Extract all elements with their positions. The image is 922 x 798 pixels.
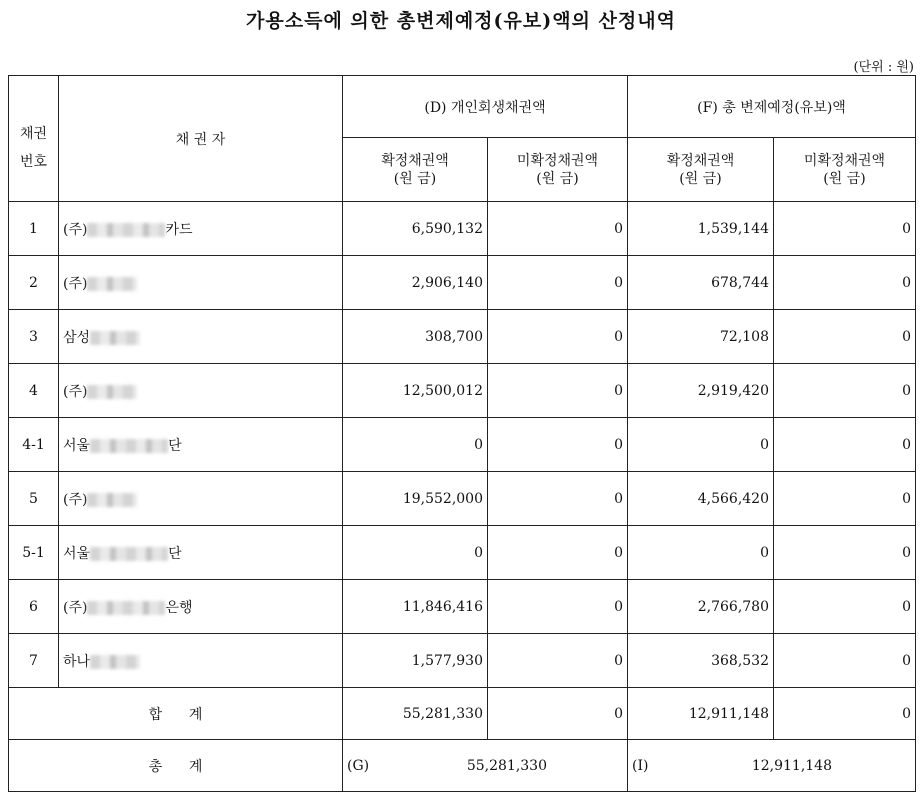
header-d-unconfirmed: 미확정채권액 (원 금) bbox=[488, 138, 628, 202]
f-confirmed: 2,919,420 bbox=[628, 364, 774, 418]
header-group-d: (D) 개인회생채권액 bbox=[343, 76, 628, 138]
row-no: 6 bbox=[9, 580, 59, 634]
d-confirmed: 19,552,000 bbox=[343, 472, 488, 526]
row-no: 4-1 bbox=[9, 418, 59, 472]
d-confirmed: 2,906,140 bbox=[343, 256, 488, 310]
total-label: 총 계 bbox=[9, 740, 343, 792]
d-confirmed: 11,846,416 bbox=[343, 580, 488, 634]
header-f-confirmed: 확정채권액 (원 금) bbox=[628, 138, 774, 202]
d-unconfirmed: 0 bbox=[488, 634, 628, 688]
subtotal-d-unconfirmed: 0 bbox=[488, 688, 628, 740]
subtotal-d-confirmed: 55,281,330 bbox=[343, 688, 488, 740]
creditor-name: 삼성 bbox=[59, 310, 343, 364]
f-unconfirmed: 0 bbox=[774, 310, 916, 364]
table-row bbox=[9, 526, 916, 580]
row-no: 1 bbox=[9, 202, 59, 256]
total-g-value: 55,281,330 bbox=[466, 757, 547, 774]
header-d-confirmed: 확정채권액 (원 금) bbox=[343, 138, 488, 202]
table-row bbox=[9, 634, 916, 688]
f-confirmed: 0 bbox=[628, 526, 774, 580]
creditor-name: (주) bbox=[59, 256, 343, 310]
redacted-block bbox=[90, 331, 140, 345]
table-row bbox=[9, 580, 916, 634]
f-unconfirmed: 0 bbox=[774, 418, 916, 472]
d-unconfirmed: 0 bbox=[488, 580, 628, 634]
f-confirmed: 4,566,420 bbox=[628, 472, 774, 526]
header-row-1 bbox=[9, 76, 916, 138]
total-g-label: (G) bbox=[347, 757, 370, 774]
total-i bbox=[628, 740, 916, 792]
header-f-unconfirmed: 미확정채권액 (원 금) bbox=[774, 138, 916, 202]
table-row bbox=[9, 256, 916, 310]
total-g bbox=[343, 740, 628, 792]
d-confirmed: 0 bbox=[343, 418, 488, 472]
subtotal-f-confirmed: 12,911,148 bbox=[628, 688, 774, 740]
redacted-block bbox=[87, 601, 165, 615]
creditor-name: (주) bbox=[59, 472, 343, 526]
f-confirmed: 368,532 bbox=[628, 634, 774, 688]
header-creditor: 채 권 자 bbox=[59, 76, 343, 202]
f-unconfirmed: 0 bbox=[774, 364, 916, 418]
subtotal-row bbox=[9, 688, 916, 740]
table-row bbox=[9, 418, 916, 472]
creditor-name: 서울 단 bbox=[59, 526, 343, 580]
d-confirmed: 0 bbox=[343, 526, 488, 580]
claims-table bbox=[8, 75, 916, 792]
f-unconfirmed: 0 bbox=[774, 580, 916, 634]
f-confirmed: 72,108 bbox=[628, 310, 774, 364]
f-unconfirmed: 0 bbox=[774, 634, 916, 688]
header-group-f: (F) 총 변제예정(유보)액 bbox=[628, 76, 916, 138]
row-no: 5-1 bbox=[9, 526, 59, 580]
row-no: 2 bbox=[9, 256, 59, 310]
row-no: 7 bbox=[9, 634, 59, 688]
f-confirmed: 2,766,780 bbox=[628, 580, 774, 634]
f-unconfirmed: 0 bbox=[774, 256, 916, 310]
redacted-block bbox=[90, 655, 140, 669]
row-no: 4 bbox=[9, 364, 59, 418]
subtotal-label: 합 계 bbox=[9, 688, 343, 740]
table-row bbox=[9, 202, 916, 256]
creditor-name: (주) 카드 bbox=[59, 202, 343, 256]
d-unconfirmed: 0 bbox=[488, 256, 628, 310]
creditor-name: 하나 bbox=[59, 634, 343, 688]
f-confirmed: 0 bbox=[628, 418, 774, 472]
document-title: 가용소득에 의한 총변제예정(유보)액의 산정내역 bbox=[246, 10, 676, 32]
d-confirmed: 6,590,132 bbox=[343, 202, 488, 256]
creditor-name: (주) 은행 bbox=[59, 580, 343, 634]
table-row bbox=[9, 364, 916, 418]
redacted-block bbox=[90, 439, 168, 453]
table-row bbox=[9, 472, 916, 526]
d-confirmed: 1,577,930 bbox=[343, 634, 488, 688]
row-no: 5 bbox=[9, 472, 59, 526]
total-i-label: (I) bbox=[632, 757, 649, 774]
d-unconfirmed: 0 bbox=[488, 418, 628, 472]
d-unconfirmed: 0 bbox=[488, 472, 628, 526]
f-confirmed: 1,539,144 bbox=[628, 202, 774, 256]
d-confirmed: 12,500,012 bbox=[343, 364, 488, 418]
redacted-block bbox=[87, 223, 165, 237]
header-creditor-no: 채권 번호 bbox=[9, 76, 59, 202]
d-confirmed: 308,700 bbox=[343, 310, 488, 364]
total-row bbox=[9, 740, 916, 792]
total-i-value: 12,911,148 bbox=[751, 757, 832, 774]
d-unconfirmed: 0 bbox=[488, 310, 628, 364]
d-unconfirmed: 0 bbox=[488, 364, 628, 418]
d-unconfirmed: 0 bbox=[488, 526, 628, 580]
d-unconfirmed: 0 bbox=[488, 202, 628, 256]
f-confirmed: 678,744 bbox=[628, 256, 774, 310]
unit-note: (단위 : 원) bbox=[853, 60, 914, 75]
creditor-name: 서울 단 bbox=[59, 418, 343, 472]
table-row bbox=[9, 310, 916, 364]
redacted-block bbox=[87, 277, 137, 291]
creditor-name: (주) bbox=[59, 364, 343, 418]
redacted-block bbox=[87, 385, 137, 399]
redacted-block bbox=[87, 493, 137, 507]
f-unconfirmed: 0 bbox=[774, 472, 916, 526]
redacted-block bbox=[90, 547, 168, 561]
f-unconfirmed: 0 bbox=[774, 526, 916, 580]
row-no: 3 bbox=[9, 310, 59, 364]
f-unconfirmed: 0 bbox=[774, 202, 916, 256]
subtotal-f-unconfirmed: 0 bbox=[774, 688, 916, 740]
